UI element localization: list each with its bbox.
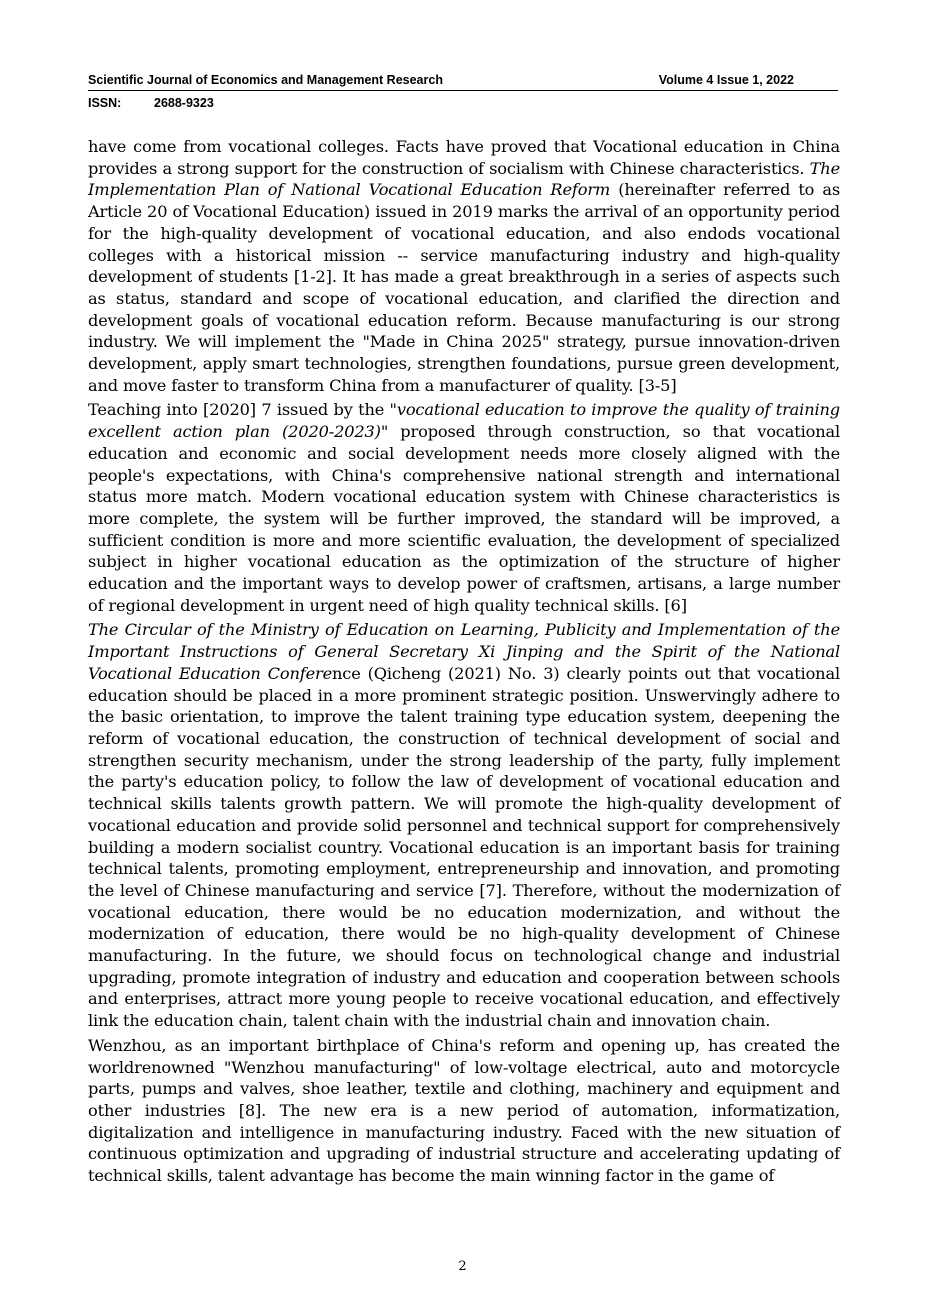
paragraph-2-text-b: proposed through construction, so that vocational education and economic and social development needs more closely aligned with the people's expectations, with China's comprehensive national strength and international status more match. Modern vocational education system with Chinese characteristics is more complete, the system will be further improved, the standard will be improved, a sufficient condition is more and more scientific evaluation, the development of specialized subject in higher vocational education as the optimization of the structure of higher education and the important ways to develop power of craftsmen, artisans, a large number of regional development in urgent need of high quality technical skills. [6]: [88, 422, 840, 615]
paragraph-4-text-a: Wenzhou, as an important birthplace of China's reform and opening up, has created the worldrenowned "Wenzhou manufacturing" of low-voltage electrical, auto and motorcycle parts, pumps and valves, shoe leather, textile and clothing, machinery and equipment and other industries [8]. The new era is a new period of automation, informatization, digitalization and intelligence in manufacturing industry. Faced with the new situation of continuous optimization and upgrading of industrial structure and accelerating updating of technical skills, talent advantage has become the main winning factor in the game of: [88, 1035, 840, 1186]
paragraph-2-text-a: Teaching into [2020] 7 issued by the: [88, 400, 390, 420]
issn-value: 2688-9323: [154, 96, 214, 110]
paragraph-2-italic-title: "vocational education to improve the quality of training excellent action plan (2020-2023)": [88, 400, 840, 442]
volume-issue: Volume 4 Issue 1, 2022: [658, 73, 794, 87]
page-number: 2: [458, 1259, 467, 1274]
article-body: [88, 136, 840, 1190]
paragraph-3-italic-title: The Circular of the Ministry of Education on Learning, Publicity and Implementation of the Important Instructions of General Secretary Xi Jinping and the Spirit of the National Vocational Education Confere: [88, 620, 840, 683]
header-rule: [88, 90, 838, 91]
issn-label: ISSN:: [88, 96, 122, 110]
header-top-row: [88, 72, 838, 89]
header-issn-row: [88, 94, 838, 112]
paragraph-1-italic-title: The Implementation Plan of National Vocational Education Reform: [88, 158, 840, 200]
page-header: [88, 72, 838, 112]
paragraph-4: [88, 1035, 840, 1187]
journal-title: Scientific Journal of Economics and Management Research: [88, 73, 443, 87]
paragraph-1-text-b: (hereinafter referred to as Article 20 of Vocational Education) issued in 2019 marks the arrival of an opportunity period for the high-quality development of vocational education, and also endods vocational colleges with a historical mission -- service manufacturing industry and high-quality development of students [1-2]. It has made a great breakthrough in a series of aspects such as status, standard and scope of vocational education, and clarified the direction and development goals of vocational education reform. Because manufacturing is our strong industry. We will implement the "Made in China 2025" strategy, pursue innovation-driven development, apply smart technologies, strengthen foundations, pursue green development, and move faster to transform China from a manufacturer of quality. [3-5]: [88, 180, 841, 395]
paragraph-2: [88, 399, 840, 616]
paragraph-3-text-a: nce (Qicheng (2021) No. 3) clearly points out that vocational education should be placed in a more prominent strategic position. Unswervingly adhere to the basic orientation, to improve the talent training type education system, deepening the reform of vocational education, the construction of technical development of social and strengthen security mechanism, under the strong leadership of the party, fully implement the party's education policy, to follow the law of development of vocational education and technical skills talents growth pattern. We will promote the high-quality development of vocational education and provide solid personnel and technical support for comprehensively building a modern socialist country. Vocational education is an important basis for training technical talents, promoting employment, entrepreneurship and innovation, and promoting the level of Chinese manufacturing and service [7]. Therefore, without the modernization of vocational education, there would be no education modernization, and without the modernization of education, there would be no high-quality development of Chinese manufacturing. In the future, we should focus on technological change and industrial upgrading, promote integration of industry and education and cooperation between schools and enterprises, attract more young people to receive vocational education, and effectively link the education chain, talent chain with the industrial chain and innovation chain.: [88, 663, 840, 1031]
paragraph-3: [88, 619, 840, 1031]
paragraph-1: [88, 136, 840, 396]
paragraph-1-text-a: have come from vocational colleges. Facts have proved that Vocational education in China provides a strong support for the construction of socialism with Chinese characteristics.: [88, 137, 840, 178]
